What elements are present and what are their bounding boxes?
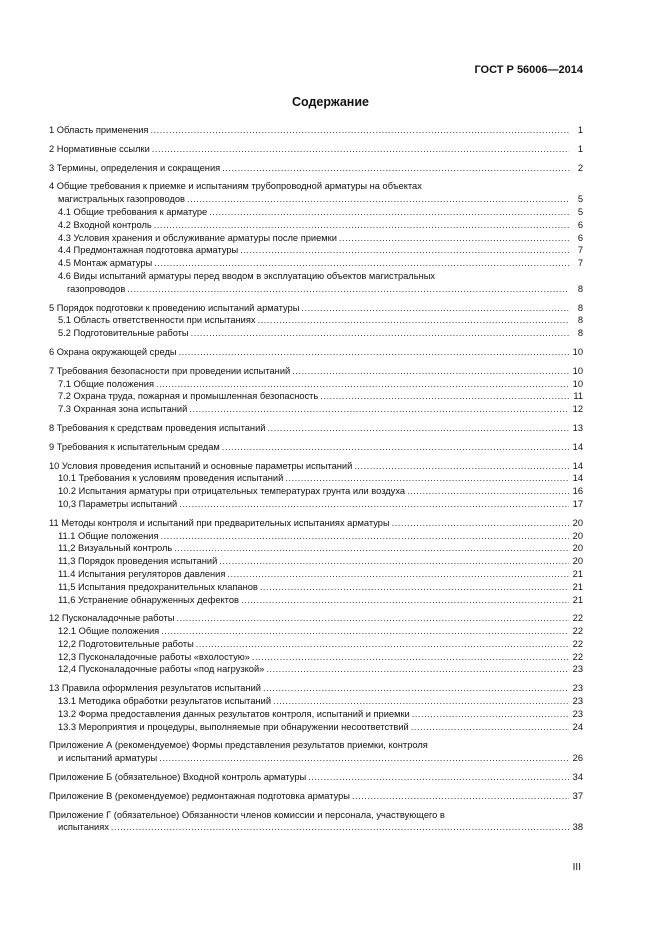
toc-entry-text-line: Приложение Г (обязательное) Обязанности членов комиссии и персонала, участвующего в xyxy=(49,809,445,820)
toc-entry-text: 12.1 Общие положения xyxy=(58,626,160,637)
toc-entry-text: 7.2 Охрана труда, пожарная и промышленная безопасность xyxy=(58,391,319,402)
toc-entry[interactable] xyxy=(49,739,583,765)
toc-subentry[interactable] xyxy=(49,390,583,403)
dot-leader xyxy=(196,638,569,651)
toc-subentry[interactable] xyxy=(49,663,583,676)
toc-page-number: 20 xyxy=(572,556,583,567)
toc-page-number: 14 xyxy=(572,460,583,471)
toc-page-number: 26 xyxy=(572,753,583,764)
toc-page-number: 23 xyxy=(572,664,583,675)
dot-leader xyxy=(150,124,569,137)
toc-group xyxy=(49,143,583,156)
dot-leader xyxy=(111,821,569,834)
toc-entry-text: газопроводов xyxy=(67,283,126,294)
toc-entry-text: 11,2 Визуальный контроль xyxy=(58,543,173,554)
toc-subentry[interactable] xyxy=(49,257,583,270)
toc-page-number: 8 xyxy=(577,302,583,313)
dot-leader xyxy=(240,244,569,257)
toc-entry-text: 12 Пусконаладочные работы xyxy=(49,613,175,624)
toc-group xyxy=(49,124,583,137)
toc-page-number: 8 xyxy=(577,283,583,294)
dot-leader xyxy=(252,651,569,664)
toc-entry-text: 10 Условия проведения испытаний и основные параметры испытаний xyxy=(49,460,353,471)
dot-leader xyxy=(354,460,569,473)
dot-leader xyxy=(179,346,569,359)
dot-leader xyxy=(301,302,569,315)
toc-page-number: 6 xyxy=(577,219,583,230)
toc-page-number: 1 xyxy=(577,125,583,135)
toc-page-number: 20 xyxy=(572,530,583,541)
toc-page-number: 38 xyxy=(572,822,583,833)
toc-page-number: 24 xyxy=(572,721,583,732)
toc-page-number: 21 xyxy=(572,568,583,579)
dot-leader xyxy=(219,555,569,568)
toc-subentry[interactable] xyxy=(49,206,583,219)
toc-page-number: 22 xyxy=(572,626,583,637)
toc-entry[interactable] xyxy=(49,441,583,454)
toc-page-number: 22 xyxy=(572,651,583,662)
toc-entry-text: 5 Порядок подготовки к проведению испытаний арматуры xyxy=(49,302,300,313)
toc-entry-text: 11,6 Устранение обнаруженных дефектов xyxy=(58,594,239,605)
dot-leader xyxy=(191,327,569,340)
dot-leader xyxy=(241,594,569,607)
toc-subentry[interactable] xyxy=(49,270,583,296)
toc-entry-text: 13 Правила оформления результатов испытаний xyxy=(49,683,261,694)
toc-entry-text: 10.1 Требования к условиям проведения испытаний xyxy=(58,473,284,484)
toc-entry-text: 4.3 Условия хранения и обслуживание арматуры после приемки xyxy=(58,232,337,243)
dot-leader xyxy=(320,390,569,403)
toc-entry[interactable] xyxy=(49,302,583,315)
toc-subentry[interactable] xyxy=(49,244,583,257)
toc-entry-text: Приложение Б (обязательное) Входной контроль арматуры xyxy=(49,772,307,783)
dot-leader xyxy=(285,472,569,485)
toc-subentry[interactable] xyxy=(49,568,583,581)
toc-group xyxy=(49,771,583,784)
toc-page-number: 7 xyxy=(577,258,583,269)
toc-subentry[interactable] xyxy=(49,232,583,245)
dot-leader xyxy=(412,708,569,721)
toc-entry[interactable] xyxy=(49,143,583,156)
toc-entry-text: 13.3 Мероприятия и процедуры, выполняемые при обнаружении несоответствий xyxy=(58,721,409,732)
dot-leader xyxy=(152,143,569,156)
dot-leader xyxy=(260,581,569,594)
toc-subentry[interactable] xyxy=(49,378,583,391)
toc-group xyxy=(49,460,583,511)
toc-entry[interactable] xyxy=(49,365,583,378)
dot-leader xyxy=(156,378,569,391)
toc-entry-text: магистральных газопроводов xyxy=(58,194,186,205)
toc-subentry[interactable] xyxy=(49,542,583,555)
toc-entry[interactable] xyxy=(49,162,583,175)
toc-entry-text: 7.3 Охранная зона испытаний xyxy=(58,404,188,415)
toc-page-number: 5 xyxy=(577,194,583,205)
toc-subentry[interactable] xyxy=(49,594,583,607)
toc-entry-text: 11.4 Испытания регуляторов давления xyxy=(58,568,226,579)
toc-page-number: 6 xyxy=(577,232,583,243)
toc-entry-text: 4.1 Общие требования к арматуре xyxy=(58,206,208,217)
toc-group xyxy=(49,441,583,454)
dot-leader xyxy=(308,771,569,784)
toc-entry[interactable] xyxy=(49,346,583,359)
dot-leader xyxy=(154,257,569,270)
toc-page-number: 10 xyxy=(572,365,583,376)
toc-page-number: 17 xyxy=(572,498,583,509)
toc-entry-text: 6 Охрана окружающей среды xyxy=(49,346,177,357)
toc-entry-text: 10,3 Параметры испытаний xyxy=(58,498,178,509)
toc-entry-text: 1 Область применения xyxy=(49,125,149,135)
toc-entry-text: 12,3 Пусконаладочные работы «вхолостую» xyxy=(58,651,250,662)
toc-group xyxy=(49,162,583,175)
toc-group xyxy=(49,180,583,295)
dot-leader xyxy=(174,542,569,555)
toc-group xyxy=(49,790,583,803)
toc-subentry[interactable] xyxy=(49,472,583,485)
toc-group xyxy=(49,739,583,765)
toc-subentry[interactable] xyxy=(49,625,583,638)
toc-page-number: 13 xyxy=(572,422,583,433)
dot-leader xyxy=(154,219,569,232)
dot-leader xyxy=(187,193,569,206)
toc-page-number: 20 xyxy=(572,517,583,528)
dot-leader xyxy=(411,721,569,734)
toc-page-number: 14 xyxy=(572,473,583,484)
toc-subentry[interactable] xyxy=(49,498,583,511)
toc-entry-text: Приложение В (рекомендуемое) редмонтажная подготовка арматуры xyxy=(49,790,350,801)
toc-entry-text: 9 Требования к испытательным средам xyxy=(49,441,220,452)
toc-group xyxy=(49,302,583,340)
toc-page-number: 7 xyxy=(577,245,583,256)
toc-entry-text: 10.2 Испытания арматуры при отрицательных температурах грунта или воздуха xyxy=(58,486,406,497)
toc-subentry[interactable] xyxy=(49,219,583,232)
toc-entry[interactable] xyxy=(49,809,583,835)
toc-subentry[interactable] xyxy=(49,327,583,340)
toc-entry-text: испытаниях xyxy=(58,822,109,833)
toc-page-number: 37 xyxy=(572,790,583,801)
toc-entry-text: 5.2 Подготовительные работы xyxy=(58,328,189,339)
toc-entry-text: 11,5 Испытания предохранительных клапанов xyxy=(58,581,258,592)
toc-entry-text: 7 Требования безопасности при проведении испытаний xyxy=(49,365,291,376)
toc-entry[interactable] xyxy=(49,460,583,473)
toc-page-number: 2 xyxy=(577,162,583,173)
toc-entry-text: 11.1 Общие положения xyxy=(58,530,159,541)
toc-entry[interactable] xyxy=(49,124,583,137)
toc-subentry[interactable] xyxy=(49,581,583,594)
toc-entry-text: 11,3 Порядок проведения испытаний xyxy=(58,556,218,567)
toc-entry[interactable] xyxy=(49,771,583,784)
dot-leader xyxy=(267,422,569,435)
toc-page-number: 22 xyxy=(572,638,583,649)
dot-leader xyxy=(263,682,569,695)
toc-page-number: 12 xyxy=(572,404,583,415)
toc-entry-text: и испытаний арматуры xyxy=(58,753,158,764)
toc-entry-text: 11 Методы контроля и испытаний при предварительных испытаниях арматуры xyxy=(49,517,390,528)
toc-page-number: 1 xyxy=(577,143,583,154)
toc-subentry[interactable] xyxy=(49,695,583,708)
toc-subentry[interactable] xyxy=(49,403,583,416)
toc-entry[interactable] xyxy=(49,180,583,206)
dot-leader xyxy=(352,790,569,803)
dot-leader xyxy=(161,625,569,638)
toc-entry-text: 8 Требования к средствам проведения испытаний xyxy=(49,422,266,433)
toc-entry-text: 12,4 Пусконаладочные работы «под нагрузкой» xyxy=(58,664,265,675)
toc-page-number: 8 xyxy=(577,328,583,339)
toc-page-number: 14 xyxy=(572,441,583,452)
document-header: ГОСТ Р 56006—2014 xyxy=(474,64,583,76)
dot-leader xyxy=(227,568,569,581)
toc-entry-text: 4.2 Входной контроль xyxy=(58,219,152,230)
toc-entry[interactable] xyxy=(49,612,583,625)
toc-page-number: 5 xyxy=(577,206,583,217)
dot-leader xyxy=(258,314,569,327)
dot-leader xyxy=(159,752,569,765)
toc-page-number: 11 xyxy=(573,391,583,402)
toc-entry-text-line: 4 Общие требования к приемке и испытаниям трубопроводной арматуры на объектах xyxy=(49,181,422,192)
toc-page-number: 8 xyxy=(577,315,583,326)
toc-entry-text: 3 Термины, определения и сокращения xyxy=(49,162,221,173)
dot-leader xyxy=(292,365,569,378)
toc-entry-text: 7.1 Общие положения xyxy=(58,378,155,389)
toc-page-number: 10 xyxy=(572,346,583,357)
toc-page-number: 34 xyxy=(572,772,583,783)
page-title: Содержание xyxy=(291,95,369,109)
dot-leader xyxy=(266,663,569,676)
toc-page-number: 22 xyxy=(572,613,583,624)
toc-page-number: 21 xyxy=(572,594,583,605)
toc-group xyxy=(49,517,583,607)
toc-subentry[interactable] xyxy=(49,638,583,651)
toc-group xyxy=(49,365,583,416)
dot-leader xyxy=(161,530,570,543)
toc-page-number: 20 xyxy=(572,543,583,554)
toc-subentry[interactable] xyxy=(49,555,583,568)
toc-subentry[interactable] xyxy=(49,314,583,327)
toc-entry[interactable] xyxy=(49,422,583,435)
toc-page-number: 10 xyxy=(572,378,583,389)
toc-entry-text: 13.2 Форма предоставления данных результатов контроля, испытаний и приемки xyxy=(58,708,410,719)
dot-leader xyxy=(273,695,569,708)
toc-entry-text: 12,2 Подготовительные работы xyxy=(58,638,194,649)
dot-leader xyxy=(222,441,569,454)
toc-page-number: 23 xyxy=(572,696,583,707)
dot-leader xyxy=(392,517,569,530)
dot-leader xyxy=(127,283,569,296)
toc-group xyxy=(49,682,583,733)
toc-entry-text: 5.1 Область ответственности при испытаниях xyxy=(58,315,256,326)
dot-leader xyxy=(407,485,569,498)
toc-entry[interactable] xyxy=(49,682,583,695)
dot-leader xyxy=(176,612,569,625)
dot-leader xyxy=(189,403,569,416)
toc-page-number: 23 xyxy=(572,683,583,694)
table-of-contents xyxy=(49,124,583,840)
toc-entry-text: 13.1 Методика обработки результатов испытаний xyxy=(58,696,272,707)
toc-entry-text: 2 Нормативные ссылки xyxy=(49,143,150,154)
toc-group xyxy=(49,612,583,676)
page-number: III xyxy=(572,862,581,873)
toc-subentry[interactable] xyxy=(49,485,583,498)
toc-page-number: 23 xyxy=(572,708,583,719)
toc-entry[interactable] xyxy=(49,517,583,530)
toc-page-number: 21 xyxy=(572,581,583,592)
dot-leader xyxy=(209,206,569,219)
toc-page-number: 16 xyxy=(572,486,583,497)
toc-group xyxy=(49,346,583,359)
toc-entry-text: 4.4 Предмонтажная подготовка арматуры xyxy=(58,245,239,256)
dot-leader xyxy=(339,232,569,245)
toc-subentry[interactable] xyxy=(49,530,583,543)
toc-group xyxy=(49,809,583,835)
toc-subentry[interactable] xyxy=(49,708,583,721)
toc-subentry[interactable] xyxy=(49,651,583,664)
toc-entry[interactable] xyxy=(49,790,583,803)
toc-entry-text: 4.5 Монтаж арматуры xyxy=(58,258,153,269)
toc-subentry[interactable] xyxy=(49,721,583,734)
dot-leader xyxy=(179,498,569,511)
toc-entry-text-line: 4.6 Виды испытаний арматуры перед вводом в эксплуатацию объектов магистральных xyxy=(58,270,436,281)
toc-entry-text-line: Приложение А (рекомендуемое) Формы представления результатов приемки, контроля xyxy=(49,740,428,751)
dot-leader xyxy=(222,162,569,175)
toc-group xyxy=(49,422,583,435)
